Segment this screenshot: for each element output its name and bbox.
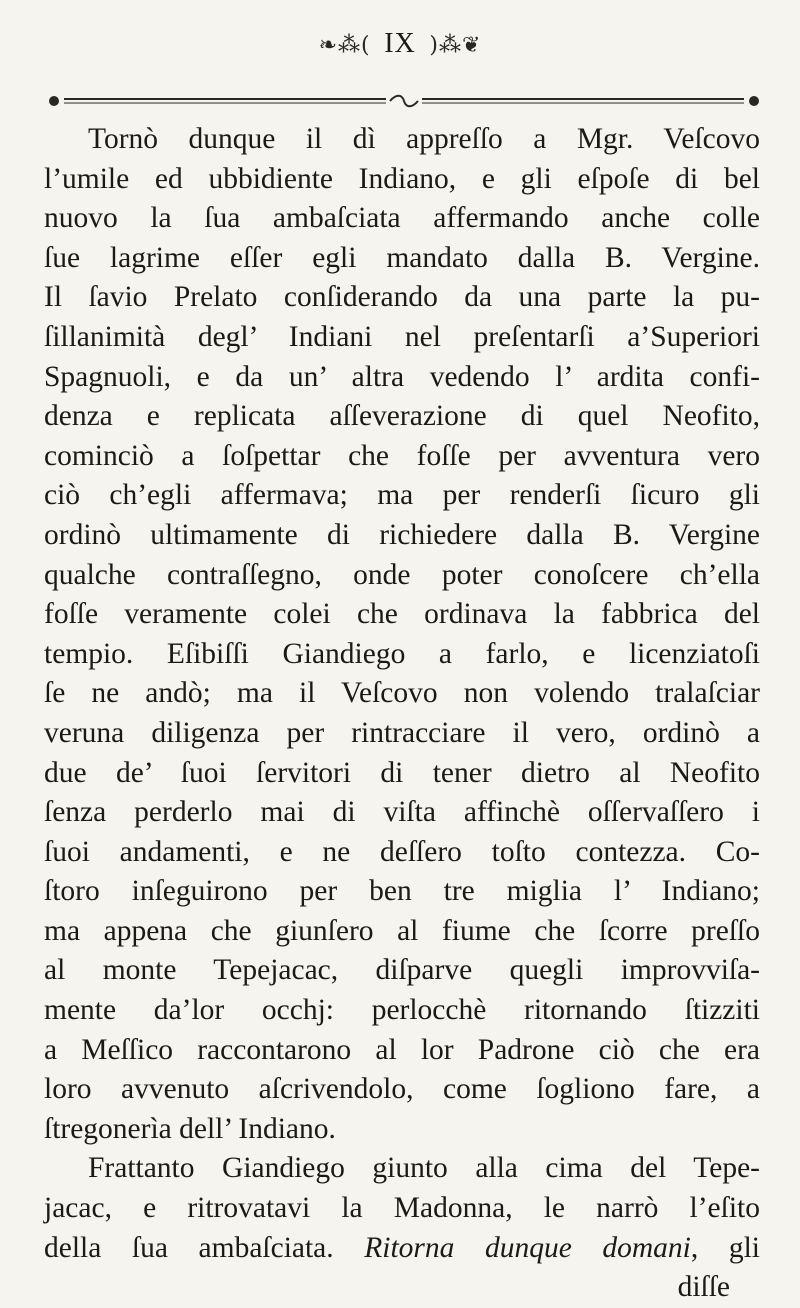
text-line: loro avvenuto aſcrivendolo, come ſogliono fare, a: [44, 1073, 760, 1106]
text-line: qualche contraſſegno, onde poter conoſcere ch’ella: [44, 558, 760, 591]
text-line: ciò ch’egli affermava; ma per renderſi ſicuro gli: [44, 479, 760, 512]
text-line: ſillanimità degl’ Indiani nel preſentarſi a’Superiori: [44, 320, 760, 353]
ornamental-rule: [46, 94, 762, 108]
text-line: ſue lagrime eſſer egli mandato dalla B. Vergine.: [44, 241, 760, 274]
text-line: Il ſavio Prelato conſiderando da una parte la pu-: [44, 281, 760, 314]
text-line-mixed: [44, 1229, 760, 1269]
text-line: ſuoi andamenti, e ne deſſero toſto contezza. Co-: [44, 835, 760, 868]
text-line: denza e replicata aſſeverazione di quel Neofito,: [44, 400, 760, 433]
body-text: [44, 120, 760, 1308]
text-line: l’umile ed ubbidiente Indiano, e gli eſpoſe di bel: [44, 162, 760, 195]
catchword: diſſe: [677, 1271, 730, 1304]
text-line: ma appena che giunſero al fiume che ſcorre preſſo: [44, 914, 760, 947]
text-line: tempio. Eſibiſſi Giandiego a farlo, e licenziatoſi: [44, 637, 760, 670]
text-line: due de’ ſuoi ſervitori di tener dietro al Neofito: [44, 756, 760, 789]
text-line: veruna diligenza per rintracciare il vero, ordinò a: [44, 716, 760, 749]
page-number: IX: [384, 28, 416, 59]
text-line: Tornò dunque il dì appreſſo a Mgr. Veſcovo: [88, 123, 760, 155]
text-line: Frattanto Giandiego giunto alla cima del Tepe-: [88, 1152, 760, 1185]
text-line: ordinò ultimamente di richiedere dalla B. Vergine: [44, 518, 760, 551]
text-line: ſenza perderlo mai di viſta affinchè oſſervaſſero i: [44, 796, 760, 829]
header-ornament-left: ❧⁂(: [318, 33, 371, 58]
italic-quote: Ritorna dunque domani: [364, 1231, 691, 1264]
text-line: ſe ne andò; ma il Veſcovo non volendo tralaſciar: [44, 677, 760, 710]
text-line: Spagnuoli, e da un’ altra vedendo l’ ardita confi-: [44, 360, 760, 393]
text-line: a Meſſico raccontarono al lor Padrone ciò che era: [44, 1033, 760, 1066]
text-line: jacac, e ritrovatavi la Madonna, le narrò l’eſito: [44, 1192, 760, 1225]
text-line: nuovo la ſua ambaſciata affermando anche colle: [44, 202, 760, 235]
page-header: [0, 28, 800, 60]
text-line: cominciò a ſoſpettar che foſſe per avventura vero: [44, 439, 760, 472]
text-line: al monte Tepejacac, diſparve quegli improvviſa-: [44, 954, 760, 987]
text-line: mente da’lor occhj: perlocchè ritornando ſtizziti: [44, 994, 760, 1027]
text-segment: della ſua ambaſciata.: [44, 1231, 334, 1264]
text-line: foſſe veramente colei che ordinava la fabbrica del: [44, 598, 760, 631]
text-line: ſtoro inſeguirono per ben tre miglia l’ Indiano;: [44, 875, 760, 908]
text-line: ſtregonerìa dell’ Indiano.: [44, 1112, 336, 1145]
text-line: [44, 1268, 760, 1308]
header-ornament-right: )⁂❦: [429, 33, 482, 58]
text-segment: , gli: [690, 1231, 760, 1264]
